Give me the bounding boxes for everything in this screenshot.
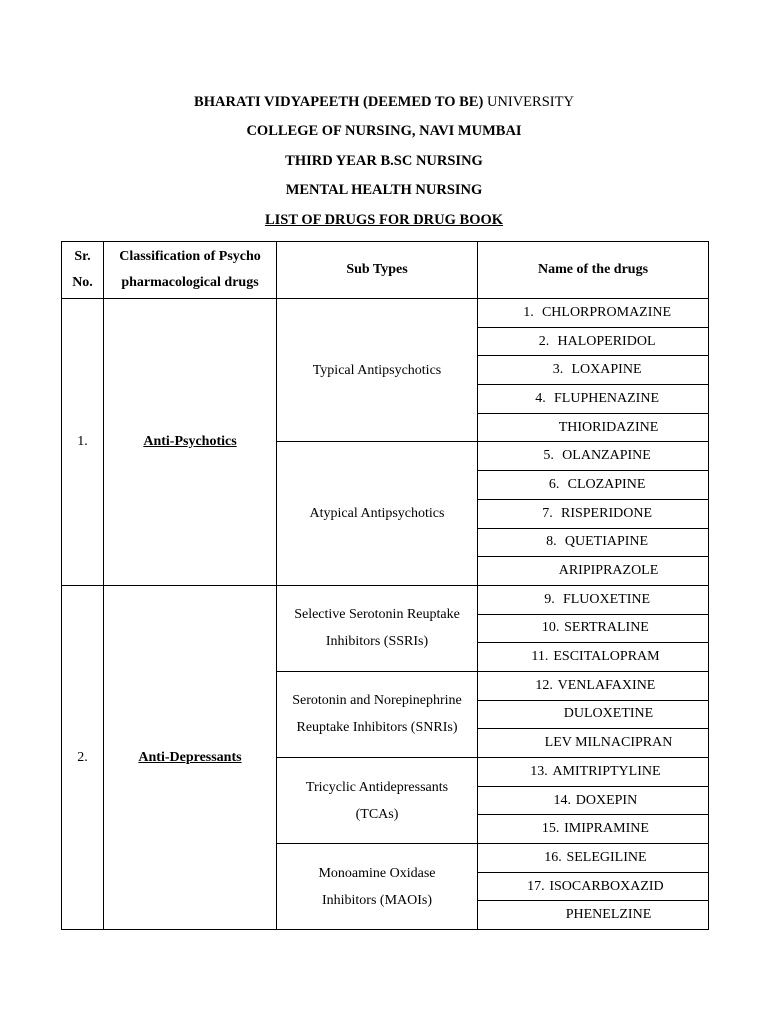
drug-name: HALOPERIDOL: [557, 333, 656, 349]
drug-number: 14.: [553, 792, 572, 808]
drug-cell: [478, 643, 709, 672]
serial-number: 2.: [62, 585, 104, 929]
table-row: [62, 299, 709, 328]
drug-name: RISPERIDONE: [560, 505, 652, 521]
drug-number: 6.: [548, 476, 560, 492]
drug-cell: [478, 815, 709, 844]
drug-number: 10.: [541, 620, 560, 636]
drug-cell: [478, 413, 709, 442]
drug-number: 16.: [544, 849, 562, 865]
drug-cell: [478, 585, 709, 614]
drug-name: LOXAPINE: [571, 362, 642, 378]
course-year: THIRD YEAR B.SC NURSING: [285, 153, 483, 169]
subtype-line: Monoamine Oxidase: [318, 865, 436, 881]
subtype-line: Inhibitors (SSRIs): [325, 634, 429, 650]
drug-number: 12.: [535, 677, 553, 693]
subtype-cell: [277, 758, 478, 844]
drug-name: VENLAFAXINE: [557, 677, 656, 693]
drug-name: QUETIAPINE: [564, 534, 649, 550]
classification-cell: Anti-Depressants: [104, 585, 277, 929]
subtype-line: Tricyclic Antidepressants: [305, 779, 449, 795]
drug-number: 3.: [552, 362, 564, 378]
drug-cell: [478, 901, 709, 930]
drug-list-table: [61, 241, 709, 930]
drug-name: PHENELZINE: [565, 907, 652, 923]
subtype-line: (TCAs): [355, 806, 399, 822]
subtypes-header: Sub Types: [277, 242, 478, 299]
drug-cell: [478, 557, 709, 586]
drug-number: 2.: [538, 333, 550, 349]
srno-header: Sr. No.: [62, 242, 104, 299]
drug-cell: [478, 499, 709, 528]
drug-number: 5.: [543, 448, 554, 464]
classification-header: Classification of Psycho pharmacological drugs: [104, 242, 277, 299]
drug-cell: [478, 614, 709, 643]
drug-number: 13.: [530, 763, 548, 779]
drug-number: 4.: [535, 390, 546, 406]
drug-cell: [478, 786, 709, 815]
drug-name: DULOXETINE: [563, 706, 654, 722]
drug-cell: [478, 844, 709, 873]
table-header-row: [62, 242, 709, 299]
drug-cell: [478, 700, 709, 729]
drug-number: 15.: [541, 821, 560, 837]
subtype-cell: [277, 442, 478, 585]
subtype-line: Inhibitors (MAOIs): [321, 892, 433, 908]
drug-name: ESCITALOPRAM: [553, 649, 660, 665]
university-title: [0, 94, 768, 111]
drug-cell: [478, 442, 709, 471]
drug-name: AMITRIPTYLINE: [552, 763, 661, 779]
drug-number: 7.: [542, 505, 553, 521]
drug-name: FLUOXETINE: [562, 591, 651, 607]
subtype-line: Typical Antipsychotics: [312, 362, 442, 378]
drug-number: 11.: [531, 649, 549, 665]
subtype-line: Selective Serotonin Reuptake: [294, 607, 460, 623]
college-name: COLLEGE OF NURSING, NAVI MUMBAI: [246, 123, 522, 139]
drug-number: 1.: [523, 304, 534, 320]
subject-name: MENTAL HEALTH NURSING: [285, 182, 483, 198]
drug-name: LEV MILNACIPRAN: [544, 735, 673, 751]
drug-cell: [478, 327, 709, 356]
table-row: [62, 585, 709, 614]
subtype-cell: [277, 671, 478, 757]
subtype-line: Reuptake Inhibitors (SNRIs): [296, 720, 458, 736]
drug-cell: [478, 471, 709, 500]
drug-name: SERTRALINE: [564, 620, 649, 636]
drug-name: CHLORPROMAZINE: [541, 304, 672, 320]
drug-name: ISOCARBOXAZID: [549, 878, 664, 894]
drug-cell: [478, 299, 709, 328]
document-title: LIST OF DRUGS FOR DRUG BOOK: [264, 212, 504, 228]
subtype-cell: [277, 299, 478, 442]
drug-number: 17.: [527, 878, 545, 894]
drug-cell: [478, 729, 709, 758]
drug-name: FLUPHENAZINE: [554, 390, 659, 406]
drug-name: SELEGILINE: [566, 849, 647, 865]
classification-cell: Anti-Psychotics: [104, 299, 277, 586]
drug-name: IMIPRAMINE: [564, 821, 649, 837]
drug-name: THIORIDAZINE: [558, 419, 659, 435]
drugs-header: Name of the drugs: [478, 242, 709, 299]
drug-name: ARIPIPRAZOLE: [558, 563, 659, 579]
drug-cell: [478, 872, 709, 901]
drug-cell: [478, 385, 709, 414]
drug-cell: [478, 758, 709, 787]
subtype-line: Atypical Antipsychotics: [309, 506, 445, 522]
university-suffix: UNIVERSITY: [486, 94, 574, 110]
drug-number: 9.: [544, 591, 555, 607]
drug-cell: [478, 356, 709, 385]
drug-name: CLOZAPINE: [567, 476, 646, 492]
subtype-cell: [277, 844, 478, 930]
drug-cell: [478, 671, 709, 700]
serial-number: 1.: [62, 299, 104, 586]
subtype-line: Serotonin and Norepinephrine: [292, 693, 462, 709]
drug-cell: [478, 528, 709, 557]
drug-name: DOXEPIN: [575, 792, 638, 808]
drug-number: 8.: [546, 534, 557, 550]
subtype-cell: [277, 585, 478, 671]
drug-name: OLANZAPINE: [562, 448, 651, 464]
university-name: BHARATI VIDYAPEETH (DEEMED TO BE): [194, 94, 484, 110]
